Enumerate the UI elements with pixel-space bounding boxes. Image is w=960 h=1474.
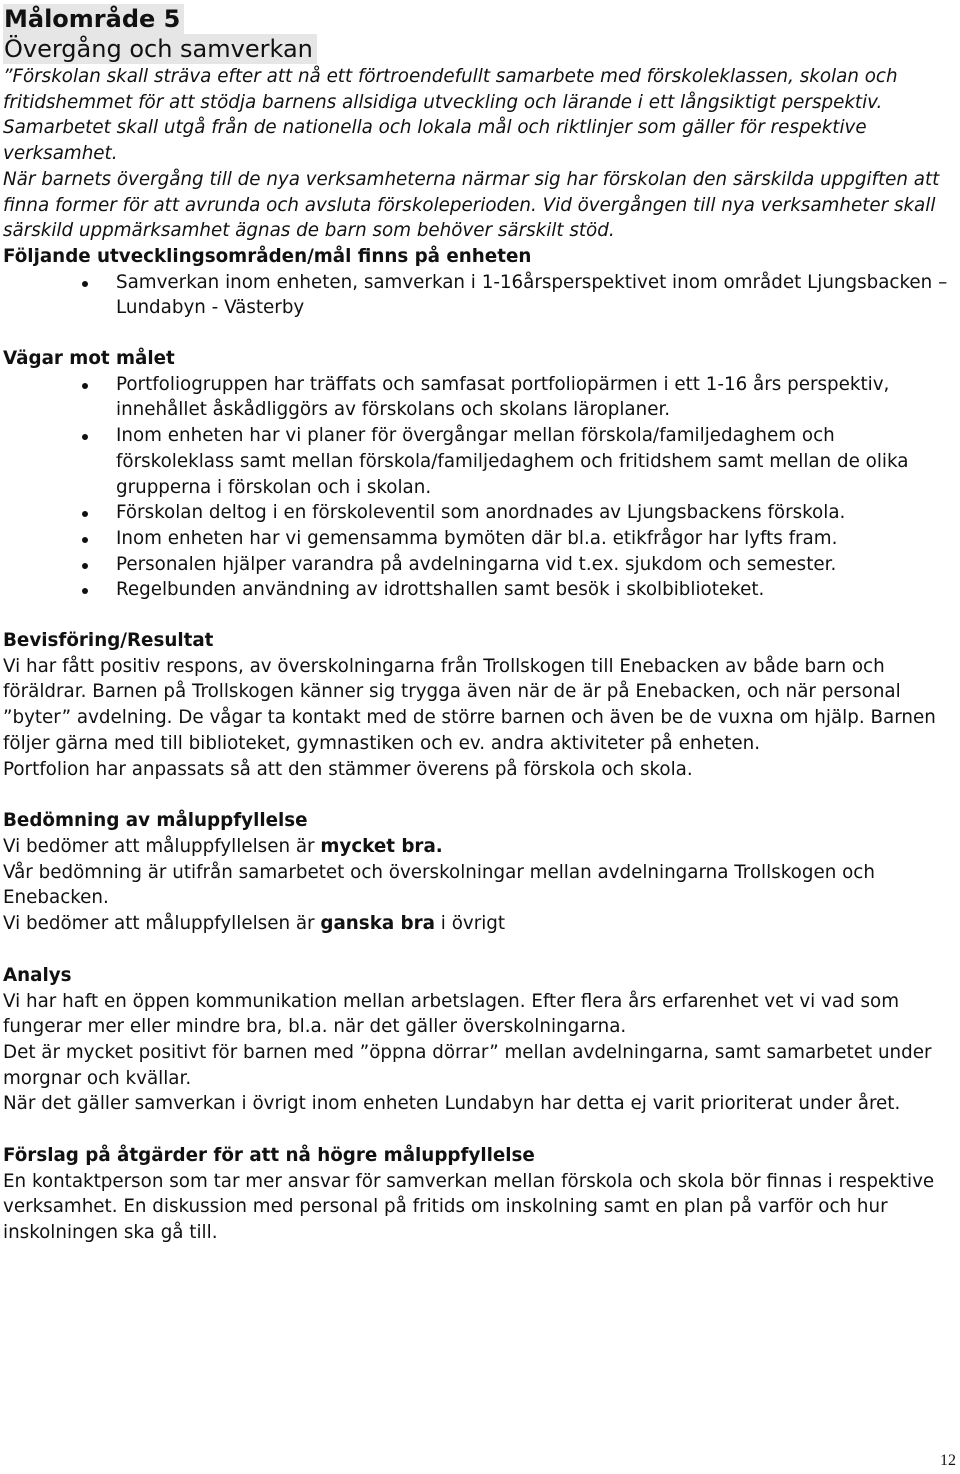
assessment-rating-2: ganska bra [320, 913, 435, 935]
section-subtitle: Övergång och samverkan [3, 34, 317, 64]
proposals-paragraph: En kontaktperson som tar mer ansvar för samverkan mellan förskola och skola bör finnas i respektive verksamhet. En diskussion med personal på fritids om inskolning samt en plan på varför och hur inskolningen ska gå till. [3, 1170, 935, 1244]
list-item: Personalen hjälper varandra på avdelningarna vid t.ex. sjukdom och semester. [3, 552, 957, 578]
page-number: 12 [940, 1452, 956, 1469]
path-heading: Vägar mot målet [3, 348, 175, 370]
assessment-rating-1: mycket bra. [320, 835, 443, 857]
evidence-paragraph-1: Vi har fått positiv respons, av överskolningarna från Trollskogen till Enebacken av både barn och föräldrar. Barnen på Trollskogen känner sig trygga även när de är på Enebacken, och när personal ”byter” avdelning. De vågar ta kontakt med de större barnen och även be de vuxna om hjälp. Barnen följer gärna med till biblioteket, gymnastiken och ev. andra aktiviteter på enheten. [3, 655, 936, 754]
assessment-line-3: Vi bedömer att måluppfyllelsen är ganska bra i övrigt [3, 913, 506, 935]
analysis-paragraph-2: Det är mycket positivt för barnen med ”öppna dörrar” mellan avdelningarna, samt samarbetet under morgnar och kvällar. [3, 1041, 932, 1089]
assessment-line-1: Vi bedömer att måluppfyllelsen är mycket bra. [3, 835, 443, 857]
section-title: Målområde 5 [3, 4, 184, 34]
evidence-paragraph-2: Portfolion har anpassats så att den stämmer överens på förskola och skola. [3, 758, 693, 780]
list-item: Portfoliogruppen har träffats och samfasat portfoliopärmen i ett 1-16 års perspektiv, innehållet åskådliggörs av förskolans och skolans läroplaner. [3, 372, 957, 423]
bullet-icon [82, 588, 88, 594]
list-item: Samverkan inom enheten, samverkan i 1-16årsperspektivet inom området Ljungsbacken – Lundabyn - Västerby [3, 270, 957, 321]
analysis-heading: Analys [3, 964, 72, 986]
path-list [3, 372, 957, 603]
assessment-heading: Bedömning av måluppfyllelse [3, 810, 308, 832]
intro-paragraph-2: När barnets övergång till de nya verksamheterna närmar sig har förskolan den särskilda uppgiften att finna former för att avrunda och avsluta förskoleperioden. Vid övergången till nya verksamheter skall särskild uppmärksamhet ägnas de barn som behöver särskilt stöd. [3, 168, 940, 242]
analysis-paragraph-3: När det gäller samverkan i övrigt inom enheten Lundabyn har detta ej varit prioriterat under året. [3, 1093, 901, 1115]
bullet-icon [82, 537, 88, 543]
analysis-paragraph-1: Vi har haft en öppen kommunikation mellan arbetslagen. Efter flera års erfarenhet vet vi vad som fungerar mer eller mindre bra, bl.a. när det gäller överskolningarna. [3, 990, 900, 1038]
intro-paragraph-1: ”Förskolan skall sträva efter att nå ett förtroendefullt samarbete med förskoleklassen, skolan och fritidshemmet för att stödja barnens allsidiga utveckling och lärande i ett långsiktigt perspektiv. Samarbetet skall utgå från de nationella och lokala mål och riktlinjer som gäller för respektive verksamhet. [3, 66, 898, 165]
list-item: Förskolan deltog i en förskoleventil som anordnades av Ljungsbackens förskola. [3, 500, 957, 526]
list-item: Inom enheten har vi gemensamma bymöten där bl.a. etikfrågor har lyfts fram. [3, 526, 957, 552]
bullet-icon [82, 511, 88, 517]
bullet-icon [82, 563, 88, 569]
bullet-icon [82, 281, 88, 287]
bullet-icon [82, 434, 88, 440]
list-item: Inom enheten har vi planer för övergångar mellan förskola/familjedaghem och förskoleklass samt mellan förskola/familjedaghem och fritidshem samt mellan de olika grupperna i förskolan och i skolan. [3, 423, 957, 500]
list-item: Regelbunden användning av idrottshallen samt besök i skolbiblioteket. [3, 577, 957, 603]
intro-quote [3, 64, 957, 244]
document-page [3, 4, 957, 1246]
bullet-icon [82, 383, 88, 389]
evidence-heading: Bevisföring/Resultat [3, 630, 214, 652]
assessment-line-2: Vår bedömning är utifrån samarbetet och överskolningar mellan avdelningarna Trollskogen och Enebacken. [3, 861, 875, 909]
goals-list [3, 270, 957, 321]
proposals-heading: Förslag på åtgärder för att nå högre måluppfyllelse [3, 1145, 535, 1167]
goals-heading: Följande utvecklingsområden/mål finns på enheten [3, 245, 532, 267]
